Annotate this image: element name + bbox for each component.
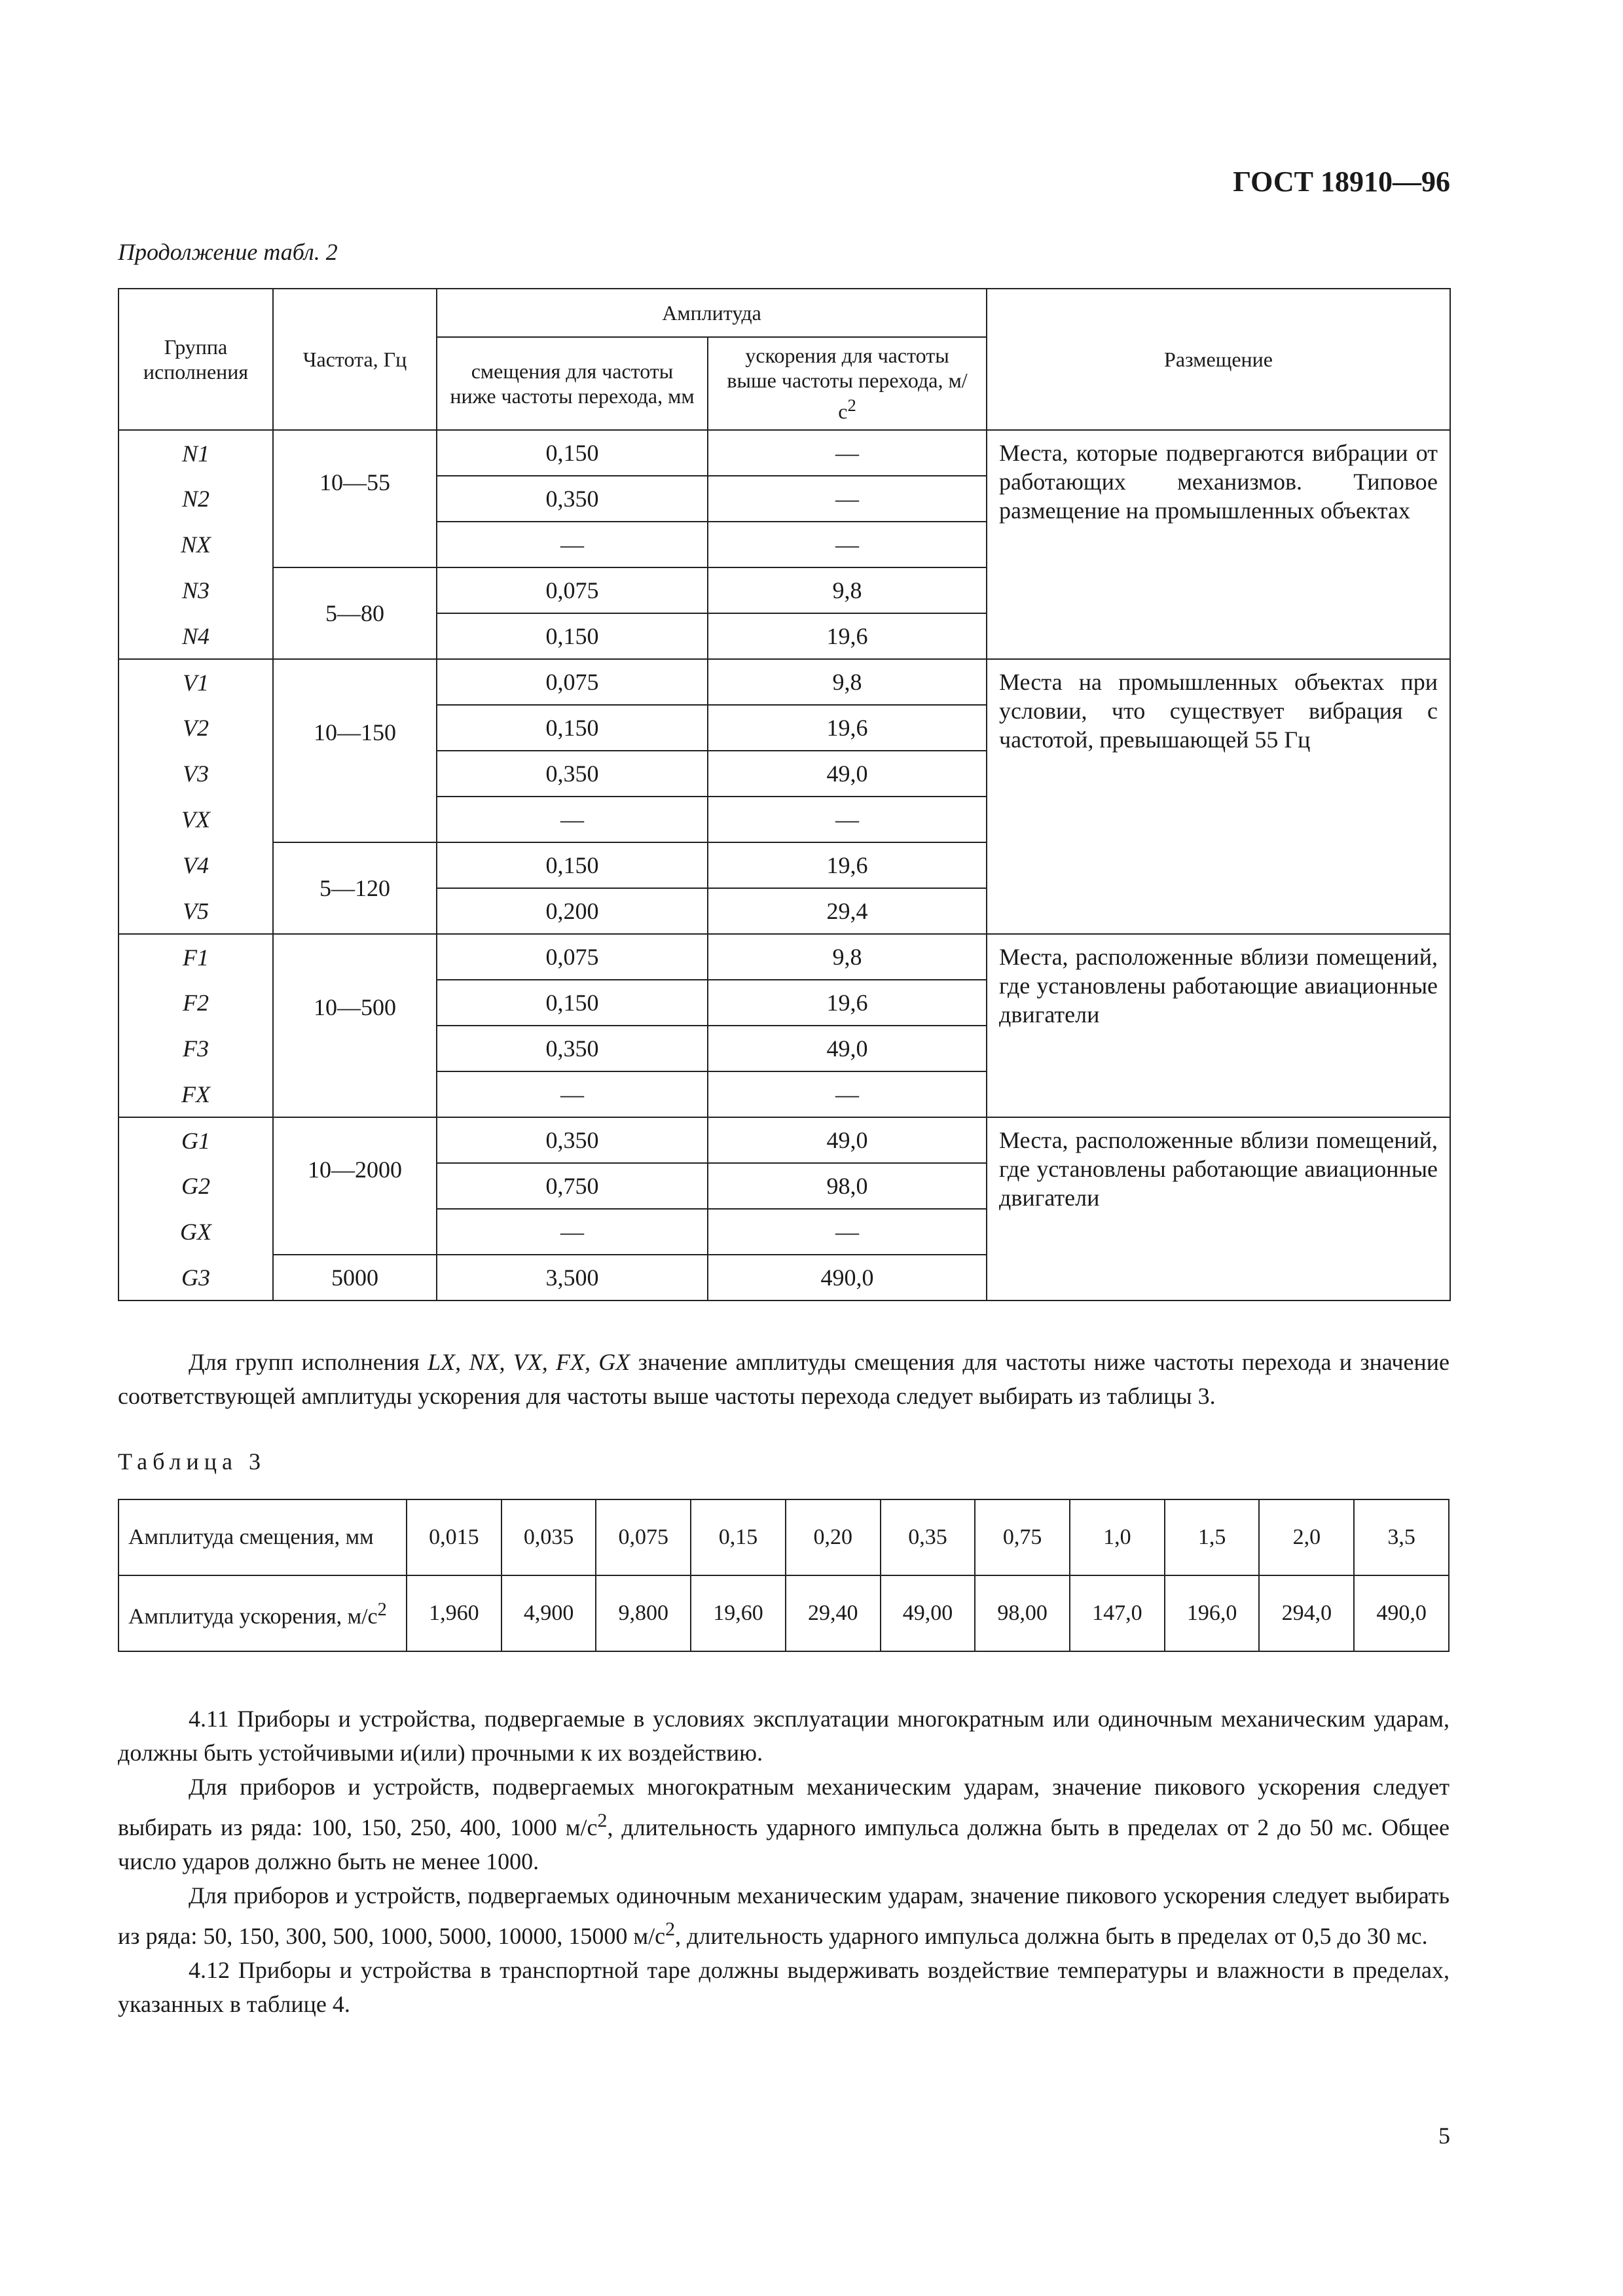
displacement-cell: 0,075	[437, 567, 708, 613]
frequency-cell: 10—500	[273, 934, 437, 1117]
group-code: F3	[119, 1026, 273, 1071]
acceleration-value: 1,960	[407, 1575, 501, 1651]
displacement-value: 2,0	[1259, 1499, 1354, 1575]
acceleration-cell: 19,6	[708, 980, 987, 1026]
displacement-value: 0,075	[596, 1499, 691, 1575]
placement-cell: Места, расположенные вблизи помещений, где установлены работающие авиационные двигатели	[987, 1117, 1450, 1300]
displacement-cell: 0,350	[437, 1026, 708, 1071]
displacement-cell: 0,200	[437, 888, 708, 934]
acceleration-cell: —	[708, 797, 987, 842]
group-code: G2	[119, 1163, 273, 1209]
header-frequency: Частота, Гц	[273, 289, 437, 430]
group-code: V3	[119, 751, 273, 797]
group-code: N3	[119, 567, 273, 613]
group-list: LX, NX, VX, FX, GX	[428, 1349, 630, 1375]
acceleration-value: 4,900	[501, 1575, 596, 1651]
displacement-value: 0,35	[881, 1499, 976, 1575]
acceleration-cell: 49,0	[708, 1026, 987, 1071]
acceleration-cell: 19,6	[708, 842, 987, 888]
acceleration-cell: 29,4	[708, 888, 987, 934]
page-number: 5	[1438, 2123, 1450, 2149]
acceleration-cell: 49,0	[708, 1117, 987, 1163]
header-displacement: смещения для частоты ниже частоты перехода, мм	[437, 337, 708, 430]
paragraph-multiple-shocks: Для приборов и устройств, подвергаемых многократным механическим ударам, значение пикового ускорения следует выбирать из ряда: 100, 150, 250, 400, 1000 $м/с^2$, длительность ударного импульса должна быть в пределах от 2 до 50 мс. Общее число ударов должно быть не менее 1000.	[118, 1774, 1450, 1874]
body-text	[118, 1702, 1450, 2021]
note-paragraph: Для групп исполнения LX, NX, VX, FX, GX значение амплитуды смещения для частоты ниже частоты перехода и значение соответствующей амплитуды ускорения для частоты выше частоты перехода следует выбирать из таблицы 3.	[118, 1349, 1450, 1409]
displacement-value: 0,15	[691, 1499, 786, 1575]
group-code: N4	[119, 613, 273, 659]
displacement-cell: 0,150	[437, 842, 708, 888]
acceleration-value: 490,0	[1354, 1575, 1449, 1651]
group-code: V2	[119, 705, 273, 751]
acceleration-value: 98,00	[975, 1575, 1070, 1651]
group-code: NX	[119, 522, 273, 567]
displacement-cell: 0,150	[437, 613, 708, 659]
displacement-cell: 0,750	[437, 1163, 708, 1209]
displacement-value: 1,0	[1070, 1499, 1165, 1575]
displacement-value: 0,20	[786, 1499, 881, 1575]
acceleration-cell: 19,6	[708, 705, 987, 751]
displacement-cell: —	[437, 797, 708, 842]
header-amplitude: Амплитуда	[437, 289, 987, 337]
displacement-cell: 0,150	[437, 980, 708, 1026]
displacement-value: 3,5	[1354, 1499, 1449, 1575]
displacement-cell: 3,500	[437, 1255, 708, 1300]
acceleration-value: 19,60	[691, 1575, 786, 1651]
acceleration-cell: 9,8	[708, 567, 987, 613]
acceleration-value: 29,40	[786, 1575, 881, 1651]
acceleration-value: 196,0	[1165, 1575, 1260, 1651]
acceleration-cell: 490,0	[708, 1255, 987, 1300]
table-continuation-caption: Продолжение табл. 2	[118, 239, 338, 265]
displacement-cell: 0,150	[437, 705, 708, 751]
frequency-cell: 5—120	[273, 842, 437, 934]
acceleration-value: 49,00	[881, 1575, 976, 1651]
group-code: V5	[119, 888, 273, 934]
acceleration-value: 294,0	[1259, 1575, 1354, 1651]
acceleration-cell: 19,6	[708, 613, 987, 659]
displacement-cell: —	[437, 1209, 708, 1255]
placement-cell: Места, которые подвергаются вибрации от работающих механизмов. Типовое размещение на промышленных объектах	[987, 430, 1450, 659]
acceleration-cell: —	[708, 1071, 987, 1117]
displacement-cell: —	[437, 522, 708, 567]
group-code: GX	[119, 1209, 273, 1255]
paragraph-4-11: 4.11 Приборы и устройства, подвергаемые в условиях эксплуатации многократным или одиночным механическим ударам, должны быть устойчивыми и(или) прочными к их воздействию.	[118, 1706, 1450, 1766]
acceleration-cell: —	[708, 1209, 987, 1255]
placement-cell: Места, расположенные вблизи помещений, где установлены работающие авиационные двигатели	[987, 934, 1450, 1117]
header-placement: Размещение	[987, 289, 1450, 430]
group-code: G1	[119, 1117, 273, 1163]
displacement-value: 0,75	[975, 1499, 1070, 1575]
displacement-cell: 0,075	[437, 934, 708, 980]
header-acceleration: ускорения для частоты выше частоты перехода, $м/с^2$	[708, 337, 987, 430]
frequency-cell: 10—2000	[273, 1117, 437, 1255]
document-code: ГОСТ 18910—96	[1233, 166, 1450, 198]
displacement-cell: 0,150	[437, 430, 708, 476]
acceleration-cell: 9,8	[708, 659, 987, 705]
displacement-cell: 0,350	[437, 476, 708, 522]
placement-cell: Места на промышленных объектах при условии, что существует вибрация с частотой, превышающей 55 Гц	[987, 659, 1450, 934]
group-code: VX	[119, 797, 273, 842]
frequency-cell: 10—150	[273, 659, 437, 842]
table3-label: Таблица 3	[118, 1448, 266, 1475]
acceleration-cell: —	[708, 430, 987, 476]
acceleration-cell: —	[708, 522, 987, 567]
acceleration-value: 9,800	[596, 1575, 691, 1651]
group-code: F2	[119, 980, 273, 1026]
group-code: N1	[119, 430, 273, 476]
group-code: N2	[119, 476, 273, 522]
header-group: Группа исполнения	[119, 289, 273, 430]
acceleration-cell: 49,0	[708, 751, 987, 797]
acceleration-cell: 98,0	[708, 1163, 987, 1209]
paragraph-4-12: 4.12 Приборы и устройства в транспортной таре должны выдерживать воздействие температуры и влажности в пределах, указанных в таблице 4.	[118, 1957, 1450, 2017]
group-code: FX	[119, 1071, 273, 1117]
acceleration-cell: —	[708, 476, 987, 522]
row-label-displacement: Амплитуда смещения, мм	[119, 1499, 407, 1575]
group-code: V1	[119, 659, 273, 705]
group-code: V4	[119, 842, 273, 888]
vibration-table	[118, 288, 1451, 1301]
displacement-value: 1,5	[1165, 1499, 1260, 1575]
acceleration-cell: 9,8	[708, 934, 987, 980]
acceleration-value: 147,0	[1070, 1575, 1165, 1651]
group-code: F1	[119, 934, 273, 980]
group-code: G3	[119, 1255, 273, 1300]
paragraph-single-shocks: Для приборов и устройств, подвергаемых одиночным механическим ударам, значение пикового ускорения следует выбирать из ряда: 50, 150, 300, 500, 1000, 5000, 10000, 15000 $м/с^2$, длительность ударного импульса должна быть в пределах от 0,5 до 30 мс.	[118, 1882, 1450, 1949]
displacement-cell: —	[437, 1071, 708, 1117]
displacement-cell: 0,350	[437, 751, 708, 797]
displacement-value: 0,015	[407, 1499, 501, 1575]
amplitude-table	[118, 1499, 1450, 1652]
frequency-cell: 10—55	[273, 430, 437, 567]
row-label-acceleration: Амплитуда ускорения, $м/с^2$	[119, 1575, 407, 1651]
frequency-cell: 5000	[273, 1255, 437, 1300]
displacement-cell: 0,350	[437, 1117, 708, 1163]
displacement-value: 0,035	[501, 1499, 596, 1575]
frequency-cell: 5—80	[273, 567, 437, 659]
displacement-cell: 0,075	[437, 659, 708, 705]
